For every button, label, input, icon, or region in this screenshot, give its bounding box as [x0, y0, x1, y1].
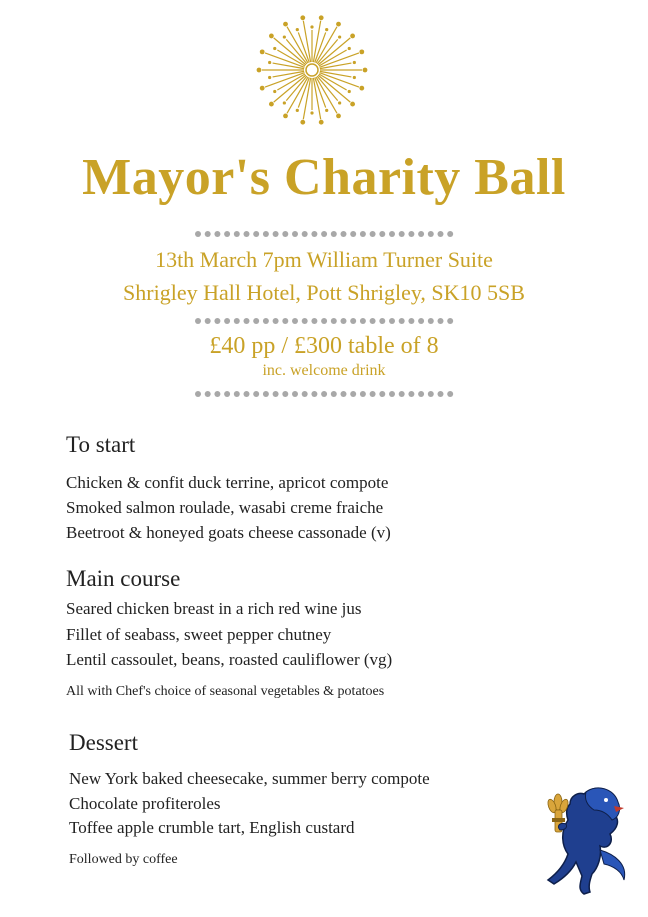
event-date-venue: 13th March 7pm William Turner Suite [155, 247, 493, 272]
ticket-price: £40 pp / £300 table of 8 [209, 333, 439, 359]
dessert-note: Followed by coffee [69, 852, 178, 867]
dessert-heading: Dessert [69, 730, 138, 755]
dotted-divider-top [194, 230, 460, 238]
starter-item: Chicken & confit duck terrine, apricot compote [66, 473, 389, 492]
dessert-item: New York baked cheesecake, summer berry compote [69, 769, 430, 788]
starter-item: Smoked salmon roulade, wasabi creme fraiche [66, 498, 384, 517]
dessert-item: Chocolate profiteroles [69, 794, 221, 813]
main-item: Seared chicken breast in a rich red wine jus [66, 599, 362, 618]
starters-heading: To start [66, 432, 136, 457]
mains-heading: Main course [66, 566, 181, 591]
lion-crest-icon [538, 780, 634, 898]
mains-note: All with Chef's choice of seasonal vegetables & potatoes [66, 684, 385, 699]
event-address: Shrigley Hall Hotel, Pott Shrigley, SK10 5SB [123, 280, 525, 305]
starter-item: Beetroot & honeyed goats cheese cassonade (v) [66, 523, 391, 542]
main-item: Lentil cassoulet, beans, roasted cauliflower (vg) [66, 650, 393, 669]
dessert-item: Toffee apple crumble tart, English custard [69, 818, 355, 837]
dotted-divider-middle [194, 317, 460, 325]
main-item: Fillet of seabass, sweet pepper chutney [66, 625, 332, 644]
event-title: Mayor's Charity Ball [82, 149, 566, 206]
price-note: inc. welcome drink [262, 362, 386, 379]
dotted-divider-bottom [194, 390, 460, 398]
firework-burst-icon [254, 12, 370, 128]
